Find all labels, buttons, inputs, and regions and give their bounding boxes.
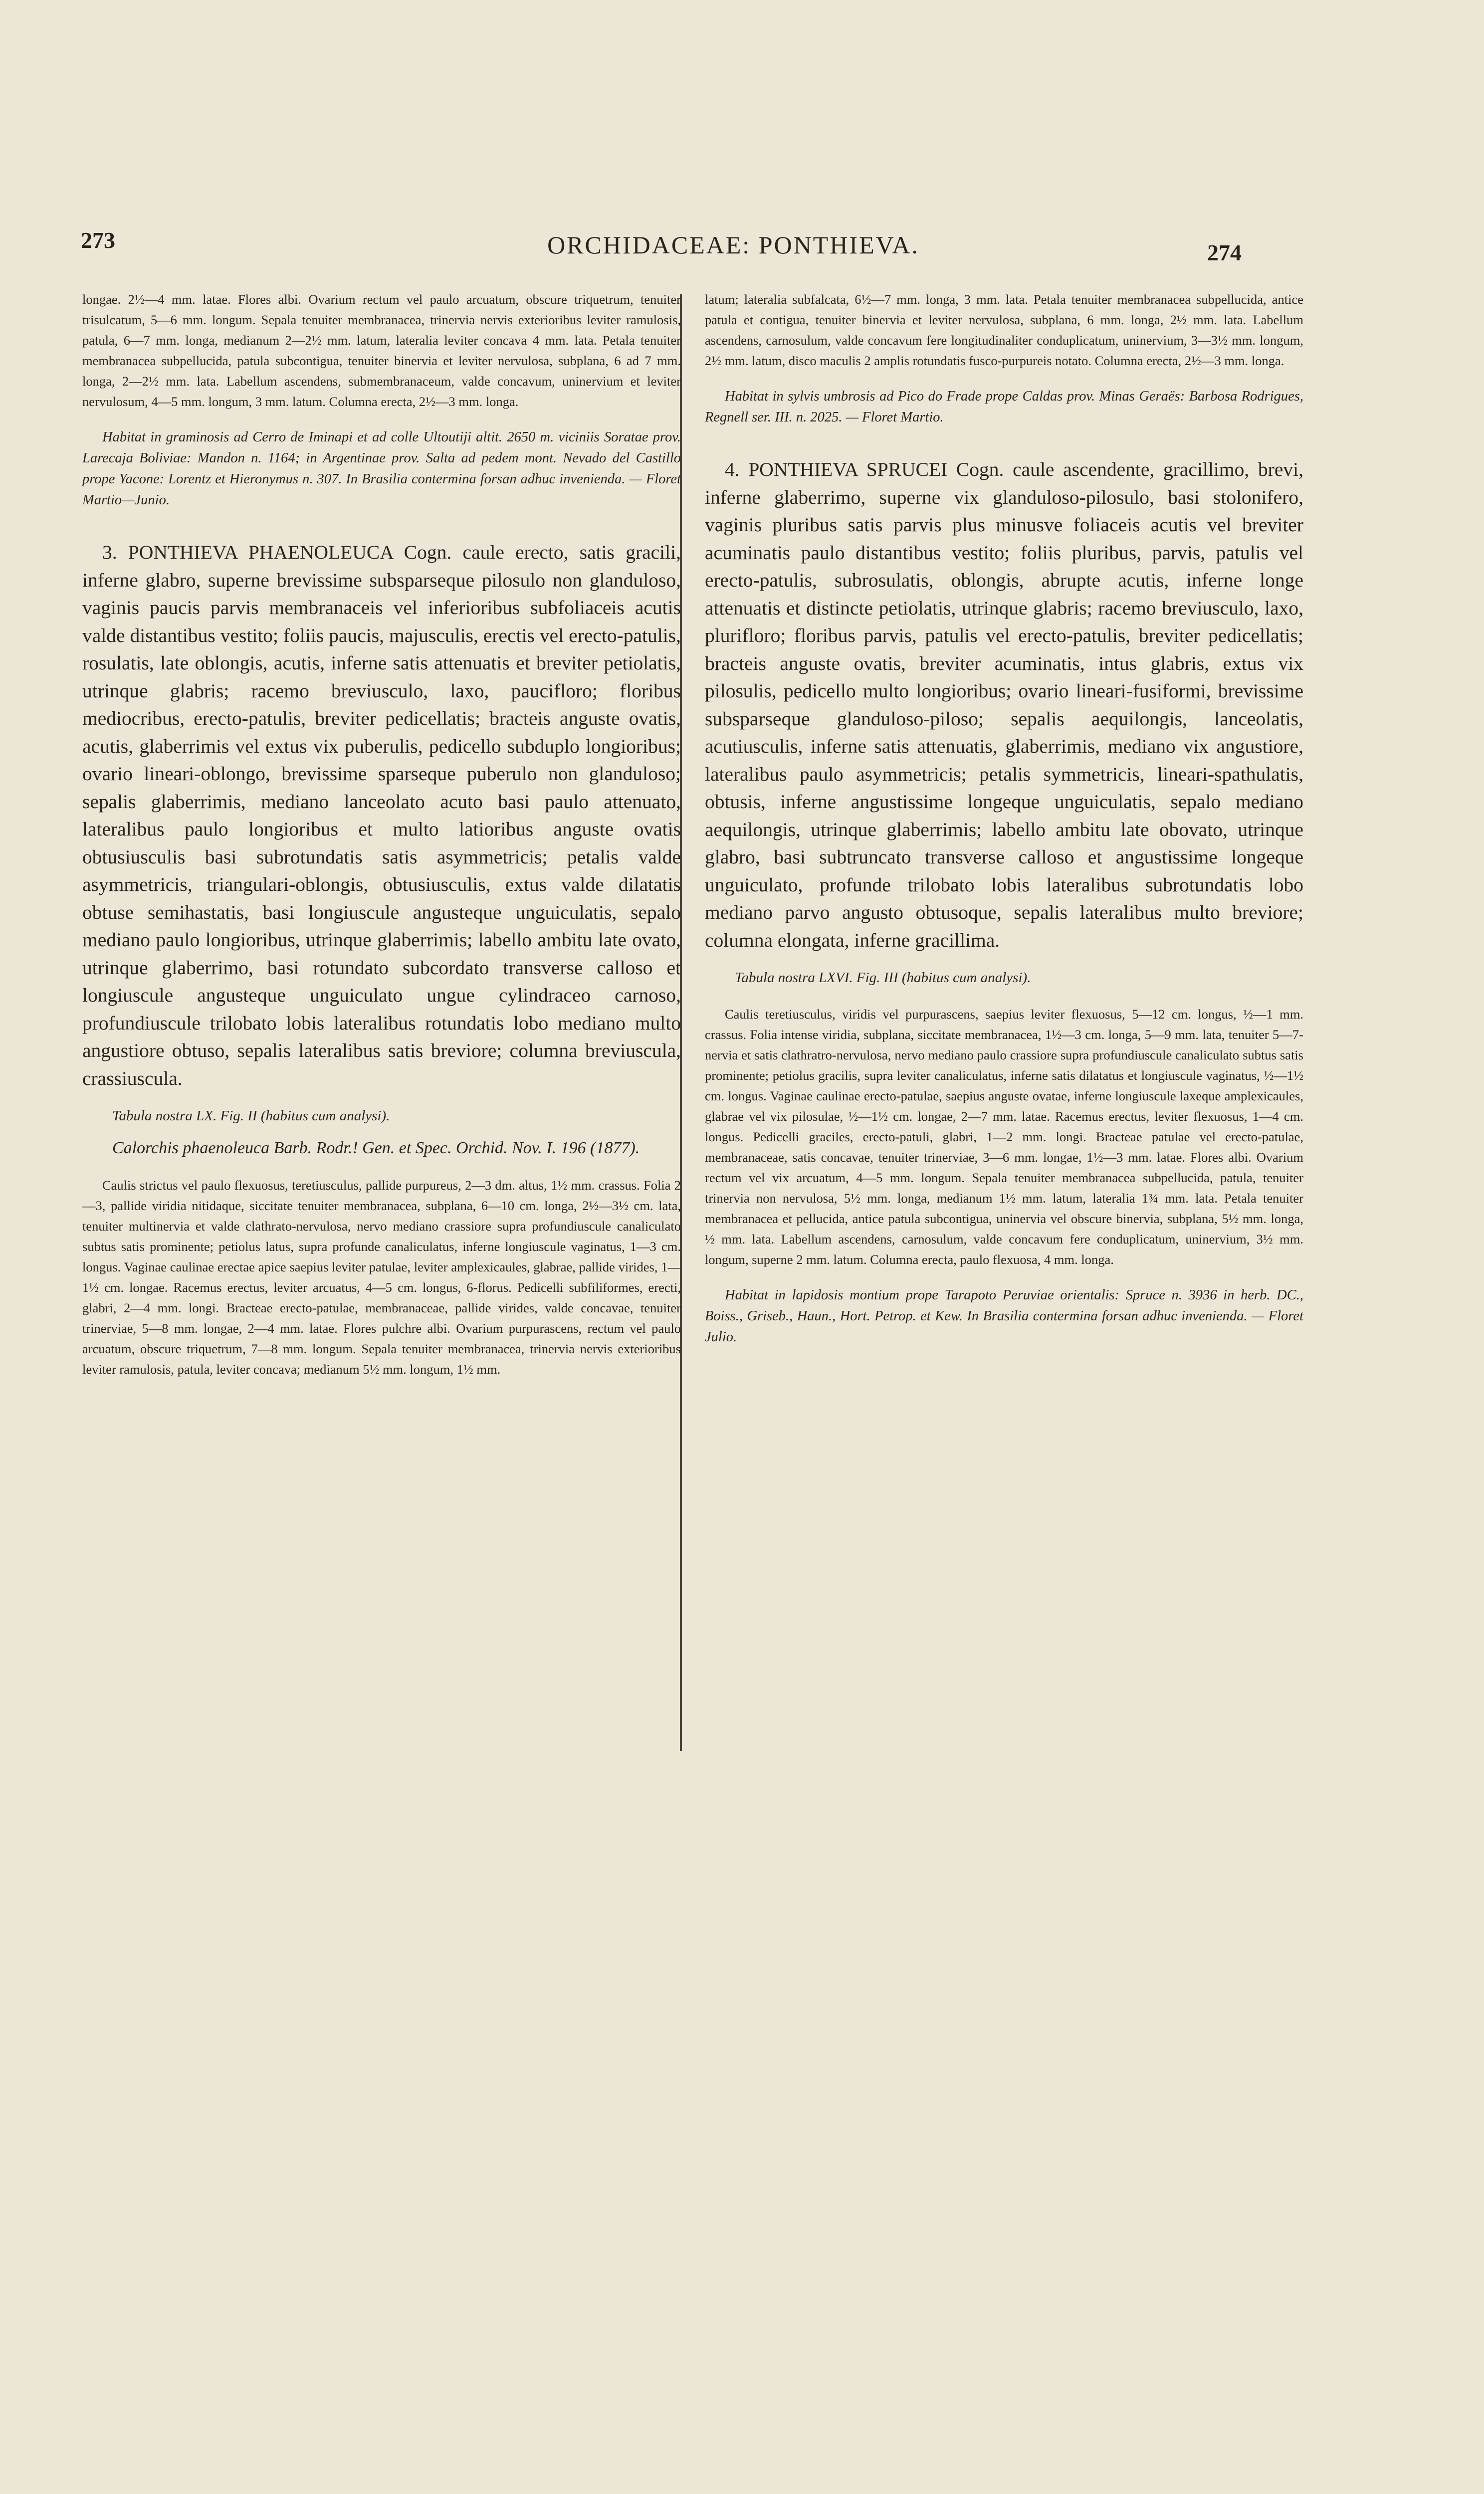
right-column [705, 289, 1303, 1348]
habitat-paragraph: Habitat in lapidosis montium prope Tarapoto Peruviae orientalis: Spruce n. 3936 in herb. DC., Boiss., Griseb., Haun., Hort. Petrop. et Kew. In Brasilia contermina forsan adhuc invenienda. — Floret Julio. [705, 1287, 1303, 1345]
continuation-paragraph: longae. 2½—4 mm. latae. Flores albi. Ovarium rectum vel paulo arcuatum, obscure triquetrum, tenuiter trisulcatum, 5—6 mm. longum. Sepala tenuiter membranacea, trinervia nervis exterioribus leviter ramulosis, patula, 6—7 mm. longa, medianum 2—2½ mm. latum, lateralia leviter concava 4 mm. lata. Petala tenuiter membranacea subpellucida, patula subcontigua, tenuiter binervia et leviter nervulosa, subplana, 6 ad 7 mm. longa, 2—2½ mm. lata. Labellum ascendens, submembranaceum, valde concavum, uninervium et leviter nervulosum, 4—5 mm. longum, 3 mm. latum. Columna erecta, 2½—3 mm. longa. [82, 292, 681, 409]
detailed-description: Caulis strictus vel paulo flexuosus, teretiusculus, pallide purpureus, 2—3 dm. altus, 1½ mm. crassus. Folia 2—3, pallide viridia nitidaque, siccitate tenuiter membranacea, subplana, 6—10 cm. longa, 2½—3½ cm. lata, tenuiter multinervia et valde clathrato-nervulosa, nervo mediano crassiore supra profundiuscule canaliculato subtus satis prominente; petiolus latus, supra profunde canaliculatus, inferne longiuscule vaginatus, 1—3 cm. longus. Vaginae caulinae erectae apice saepius leviter patulae, leviter amplexicaules, glabrae, pallide virides, 1—1½ cm. longae. Racemus erectus, leviter arcuatus, 4—5 cm. longus, 6-florus. Pedicelli subfiliformes, erecti, glabri, 2—4 mm. longi. Bracteae erecto-patulae, membranaceae, pallide virides, valde concavae, tenuiter trinerviae, 5—8 mm. longae, 2—4 mm. latae. Flores pulchre albi. Ovarium purpurascens, rectum vel paulo arcuatum, obscure triquetrum, 7—8 mm. longum. Sepala tenuiter membranacea, trinervia nervis exterioribus leviter ramulosis, patula, leviter concava; medianum 5½ mm. longum, 1½ mm. [82, 1178, 681, 1377]
page-number-left: 273 [81, 227, 115, 253]
species-description [82, 539, 681, 1092]
species-diagnosis: caule ascendente, gracillimo, brevi, inferne glaberrimo, superne vix glanduloso-pilosulo, basi stolonifero, vaginis pluribus satis parvis plus minusve foliaceis acutis vel breviter acuminatis paulo distantibus vestito; foliis pluribus, parvis, patulis vel erecto-patulis, subrosulatis, oblongis, abrupte acutis, inferne longe attenuatis et distincte petiolatis, utrinque glabris; racemo breviusculo, laxo, plurifloro; floribus parvis, patulis vel erecto-patulis, breviter pedicellatis; bracteis anguste ovatis, breviter acuminatis, intus glabris, extus vix pilosulis, pedicello multo longioribus; ovario lineari-fusiformi, brevissime subsparseque glanduloso-piloso; sepalis aequilongis, lanceolatis, acutiusculis, inferne satis attenuatis, glaberrimis, mediano vix angustiore, lateralibus paulo asymmetricis; petalis symmetricis, lineari-spathulatis, obtusis, inferne angustissime longeque unguiculatis, sepalo mediano aequilongis, utrinque glaberrimis; labello ambitu late obovato, utrinque glabro, basi subtruncato transverse calloso et angustissime longeque unguiculato, profunde trilobato lobis lateralibus subrotundatis lobo mediano parvo angusto obtusoque, sepalis lateralibus multo breviore; columna elongata, inferne gracillima. [705, 458, 1303, 951]
species-description [705, 456, 1303, 954]
habitat-paragraph: Habitat in sylvis umbrosis ad Pico do Frade prope Caldas prov. Minas Geraës: Barbosa Rodrigues, Regnell ser. III. n. 2025. — Floret Martio. [705, 389, 1303, 425]
detailed-description-block [705, 1004, 1303, 1270]
species-heading: 4. PONTHIEVA SPRUCEI Cogn. [725, 458, 1004, 480]
running-head: ORCHIDACEAE: PONTHIEVA. [547, 231, 919, 259]
continuation-paragraph: latum; lateralia subfalcata, 6½—7 mm. longa, 3 mm. lata. Petala tenuiter membranacea subpellucida, antice patula et contigua, tenuiter binervia et leviter nervulosa, subplana, 6 mm. longa, 2½ mm. lata. Labellum ascendens, carnosulum, valde concavum fere longitudinaliter conduplicatum, uninervium, 3—3½ mm. longum, 2½ mm. latum, disco maculis 2 amplis rotundatis fusco-purpureis notato. Columna erecta, 2½—3 mm. longa. [705, 292, 1303, 368]
synonym-citation: Calorchis phaenoleuca Barb. Rodr.! Gen. et Spec. Orchid. Nov. I. 196 (1877). [112, 1139, 640, 1157]
detailed-description-block [82, 1175, 681, 1380]
habitat-paragraph: Habitat in graminosis ad Cerro de Iminapi et ad colle Ultoutiji altit. 2650 m. viciniis Soratae prov. Larecaja Boliviae: Mandon n. 1164; in Argentinae prov. Salta ad pedem mont. Nevado del Castillo prope Yacone: Lorentz et Hieronymus n. 307. In Brasilia contermina forsan adhuc invenienda. — Floret Martio—Junio. [82, 429, 681, 508]
page-number-right: 274 [1207, 240, 1242, 265]
species-diagnosis: caule erecto, satis gracili, inferne glabro, superne brevissime subsparseque pilosulo non glanduloso, vaginis paucis parvis membranaceis vel inferioribus subfoliaceis acutis valde distantibus vestito; foliis paucis, majusculis, erectis vel erecto-patulis, rosulatis, late oblongis, acutis, inferne satis attenuatis et breviter petiolatis, utrinque glabris; racemo breviusculo, laxo, paucifloro; floribus mediocribus, erecto-patulis, breviter pedicellatis; bracteis anguste ovatis, acutis, glaberrimis vel extus vix puberulis, pedicello subduplo longioribus; ovario lineari-oblongo, brevissime sparseque puberulo non glanduloso; sepalis glaberrimis, mediano lanceolato acuto basi paulo attenuato, lateralibus paulo longioribus et multo latioribus anguste ovatis obtusiusculis basi subrotundatis satis asymmetricis; petalis valde asymmetricis, triangulari-oblongis, obtusiusculis, extus valde dilatatis obtuse semihastatis, basi longiuscule angusteque unguiculatis, sepalo mediano paulo longioribus, utrinque glaberrimis; labello ambitu late ovato, utrinque glaberrimo, basi rotundato subcordato transverse calloso et longiuscule angusteque unguiculato ungue cylindraceo carnoso, profundiuscule trilobato lobis lateralibus rotundatis lobo mediano multo angustiore obtuso, sepalis lateralibus satis breviore; columna breviuscula, crassiuscula. [82, 541, 681, 1089]
species-heading: 3. PONTHIEVA PHAENOLEUCA Cogn. [102, 541, 452, 563]
plate-caption: Tabula nostra LXVI. Fig. III (habitus cum analysi). [735, 970, 1031, 986]
plate-caption: Tabula nostra LX. Fig. II (habitus cum analysi). [112, 1108, 390, 1124]
species-entry-4 [705, 456, 1303, 1348]
left-column [82, 289, 681, 1380]
species-entry-3 [82, 539, 681, 1380]
detailed-description: Caulis teretiusculus, viridis vel purpurascens, saepius leviter flexuosus, 5—12 cm. longus, ½—1 mm. crassus. Folia intense viridia, subplana, siccitate membranacea, 1½—3 cm. longa, 5—9 mm. lata, tenuiter 5—7-nervia et satis clathratro-nervulosa, nervo mediano paulo crassiore supra profundiuscule canaliculato subtus satis prominente; petiolus gracilis, supra leviter canaliculatus, inferne satis dilatatus et longiuscule vaginatus, ½—1½ cm. longus. Vaginae caulinae erecto-patulae, saepius anguste ovatae, inferne longiuscule laxeque amplexicaules, glabrae vel vix pilosulae, ½—1½ cm. longae, 2—7 mm. latae. Racemus erectus, leviter flexuosus, 1—4 cm. longus. Pedicelli graciles, erecto-patuli, glabri, 1—2 mm. longi. Bracteae patulae vel erecto-patulae, membranaceae, satis concavae, tenuiter trinerviae, 3—6 mm. longae, 1½—3 mm. latae. Flores albi. Ovarium rectum vel vix arcuatum, 4—5 mm. longum. Sepala tenuiter membranacea subpellucida, patula, tenuiter trinervia non nervulosa, 5½ mm. longa, medianum 1½ mm. latum, lateralia 1¾ mm. lata. Petala tenuiter membranacea et pellucida, antice patula subcontigua, uninervia vel obscure binervia, subplana, 5½ mm. longa, ½ mm. lata. Labellum ascendens, carnosulum, valde concavum fere conduplicatum, uninervium, 3½ mm. longum, superne 2 mm. latum. Columna erecta, paulo flexuosa, 4 mm. longa. [705, 1007, 1303, 1267]
